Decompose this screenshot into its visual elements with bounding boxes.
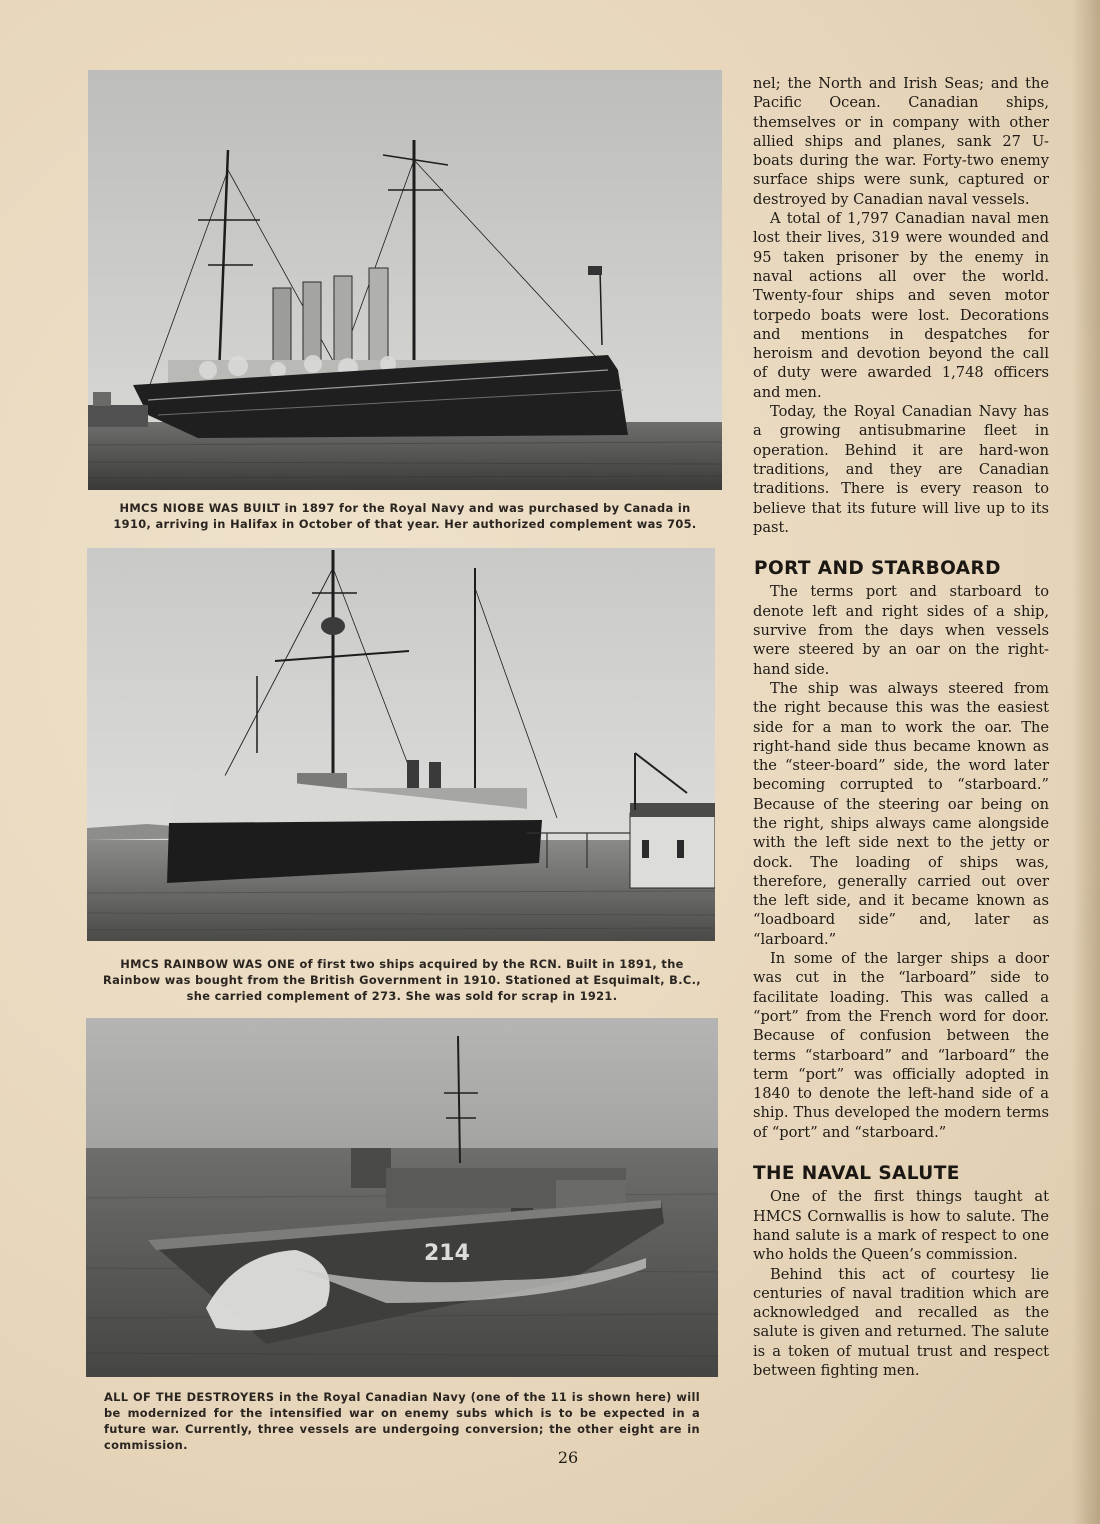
article-paragraph: Behind this act of courtesy lie centuries of naval tradition which are acknowledged and recalled as the salute is given and returned. The salute is a token of mutual trust and respect between fighting men. <box>753 1265 1049 1379</box>
caption-rainbow-lead: HMCS RAINBOW WAS ONE <box>120 957 296 971</box>
caption-niobe-text: in 1897 for the Royal Navy and was purchased by Canada in 1910, arriving in Halifax in October of that year. Her authorized complement was 705. <box>113 501 697 531</box>
caption-rainbow <box>100 956 704 1004</box>
caption-destroyer-text: in the Royal Canadian Navy (one of the 11 is shown here) will be modernized for the intensified war on enemy subs which is to be expected in a future war. Currently, three vessels are undergoing conversion; the other eight are in commission. <box>104 1390 700 1452</box>
caption-destroyer-lead: ALL OF THE DESTROYERS <box>104 1390 275 1404</box>
caption-niobe-lead: HMCS NIOBE WAS BUILT <box>119 501 281 515</box>
article-paragraph: One of the first things taught at HMCS Cornwallis is how to salute. The hand salute is a mark of respect to one who holds the Queen’s commission. <box>753 1188 1049 1264</box>
article-column <box>753 74 1049 1380</box>
article-paragraph: The terms port and starboard to denote left and right sides of a ship, survive from the days when vessels were steered by an oar on the right-hand side. <box>753 583 1049 678</box>
article-paragraph: In some of the larger ships a door was cut in the “larboard” side to facilitate loading. This was called a “port” from the French word for door. Because of confusion between the terms “starboard” and “larboard” the term “port” was officially adopted in 1840 to denote the left-hand side of a ship. Thus developed the modern terms of “port” and “starboard.” <box>753 950 1049 1141</box>
article-paragraph: nel; the North and Irish Seas; and the Pacific Ocean. Canadian ships, themselves or in company with other allied ships and planes, sank 27 U-boats during the war. Forty-two enemy surface ships were sunk, captured or destroyed by Canadian naval vessels. <box>753 75 1049 208</box>
photo-hmcs-rainbow <box>87 548 715 941</box>
heading-naval-salute: THE NAVAL SALUTE <box>753 1163 960 1185</box>
caption-destroyer <box>104 1389 700 1453</box>
article-paragraph: A total of 1,797 Canadian naval men lost their lives, 319 were wounded and 95 taken prisoner by the enemy in naval actions all over the world. Twenty-four ships and seven motor torpedo boats were lost. Decorations and mentions in despatches for heroism and devotion beyond the call of duty were awarded 1,748 officers and men. <box>753 210 1049 401</box>
photo-destroyer-214 <box>86 1018 718 1377</box>
caption-niobe <box>102 500 708 532</box>
article-paragraph: Today, the Royal Canadian Navy has a growing antisubmarine fleet in operation. Behind it are hard-won traditions, and they are Canadian traditions. There is every reason to believe that its future will live up to its past. <box>753 403 1049 536</box>
page-number: 26 <box>557 1448 579 1467</box>
hull-number: 214 <box>424 1241 470 1266</box>
heading-port-and-starboard: PORT AND STARBOARD <box>754 558 1001 580</box>
caption-rainbow-text: of first two ships acquired by the RCN. Built in 1891, the Rainbow was bought from the British Government in 1910. Stationed at Esquimalt, B.C., she carried complement of 273. She was sold for scrap in 1921. <box>103 957 701 1003</box>
photo-hmcs-niobe <box>88 70 722 490</box>
page-fold-shadow <box>1072 0 1100 1524</box>
article-paragraph: The ship was always steered from the right because this was the easiest side for a man to work the oar. The right-hand side thus became known as the “steer-board” side, the word later becoming corrupted to “starboard.” Because of the steering oar being on the right, ships always came alongside with the left side next to the jetty or dock. The loading of ships was, therefore, generally carried out over the left side, and it became known as “loadboard side” and, later as “larboard.” <box>753 679 1049 948</box>
